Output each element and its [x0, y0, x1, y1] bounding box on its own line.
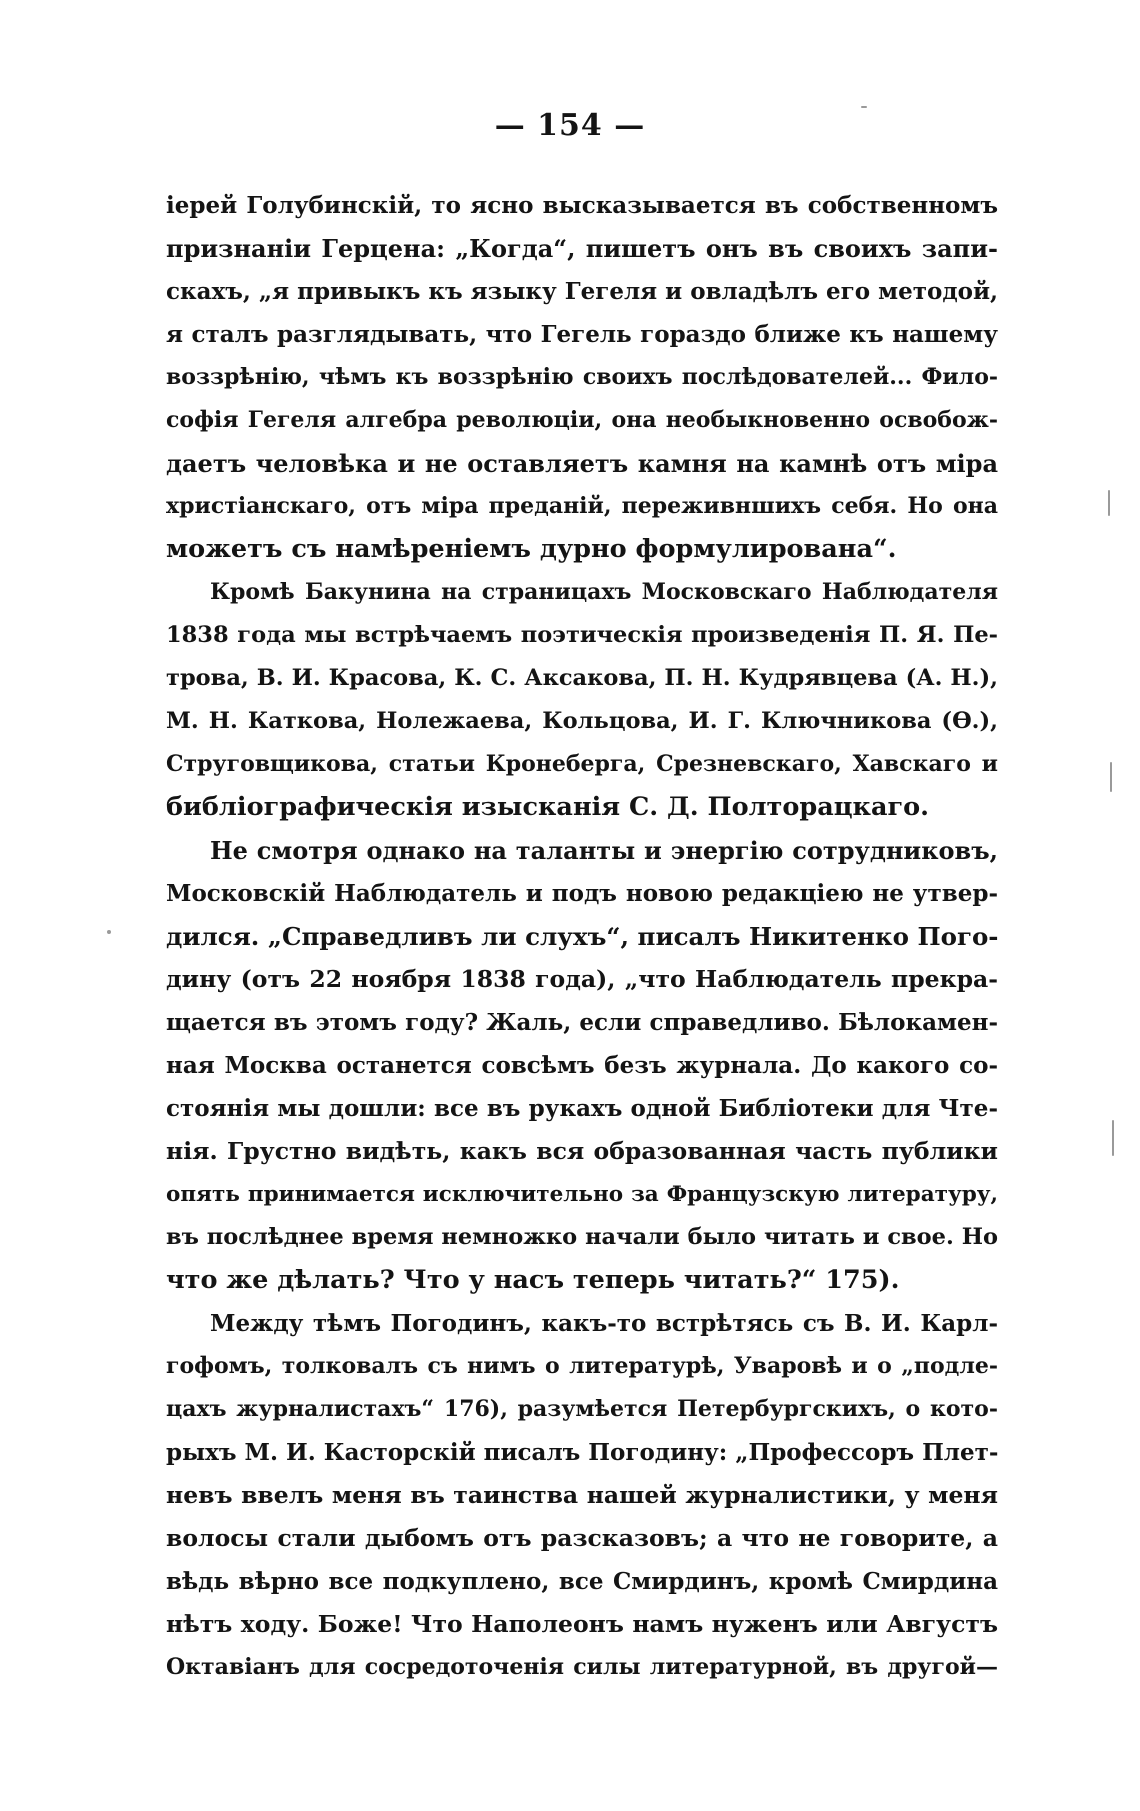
text-line: ная Москва останется совсѣмъ безъ журнала. До какого со- [166, 1052, 998, 1079]
text-line: въ послѣднее время немножко начали было читать и свое. Но [166, 1224, 998, 1250]
text-line: опять принимается исключительно за Французскую литературу, [166, 1182, 998, 1207]
text-line: можетъ съ намѣреніемъ дурно формулирована“. [166, 534, 897, 564]
text-line: Октавіанъ для сосредоточенія силы литературной, въ другой— [166, 1654, 998, 1680]
text-line: М. Н. Каткова, Нолежаева, Кольцова, И. Г. Ключникова (Ѳ.), [166, 708, 998, 734]
text-line: нія. Грустно видѣть, какъ вся образованная часть публики [166, 1137, 998, 1165]
text-line: стоянія мы дошли: все въ рукахъ одной Библіотеки для Чте- [166, 1095, 998, 1122]
text-line: признаніи Герцена: „Когда“, пишетъ онъ въ своихъ запи- [166, 234, 998, 263]
text-line: я сталъ разглядывать, что Гегель гораздо ближе къ нашему [166, 321, 998, 348]
body-text [166, 184, 998, 1689]
text-line: дился. „Справедливъ ли слухъ“, писалъ Никитенко Пого- [166, 922, 998, 951]
text-line: софія Гегеля алгебра революціи, она необыкновенно освобож- [166, 407, 998, 433]
scan-speck [107, 930, 111, 934]
scan-speck [1110, 762, 1112, 792]
text-line: іерей Голубинскій, то ясно высказывается въ собственномъ [166, 192, 998, 219]
text-line: Струговщикова, статьи Кронеберга, Срезневскаго, Хавскаго и [166, 751, 998, 777]
text-line: Между тѣмъ Погодинъ, какъ-то встрѣтясь съ В. И. Карл- [210, 1310, 998, 1337]
text-line: воззрѣнію, чѣмъ къ воззрѣнію своихъ послѣдователей... Фило- [166, 364, 998, 390]
text-line: Кромѣ Бакунина на страницахъ Московскаго Наблюдателя [210, 579, 998, 605]
text-line: Московскій Наблюдатель и подъ новою редакціею не утвер- [166, 880, 998, 907]
page-number: — 154 — [494, 108, 646, 143]
text-line: даетъ человѣка и не оставляетъ камня на камнѣ отъ міра [166, 449, 998, 478]
text-line: что же дѣлать? Что у насъ теперь читать?“ 175). [166, 1265, 900, 1295]
text-line: библіографическія изысканія С. Д. Полторацкаго. [166, 792, 930, 822]
text-line: рыхъ М. И. Касторскій писалъ Погодину: „Профессоръ Плет- [166, 1439, 998, 1466]
scan-speck [1112, 1120, 1114, 1156]
text-line: христіанскаго, отъ міра преданій, переживншихъ себя. Но она [166, 493, 998, 519]
text-line: скахъ, „я привыкъ къ языку Гегеля и овладѣлъ его методой, [166, 278, 998, 305]
text-line: невъ ввелъ меня въ таинства нашей журналистики, у меня [166, 1481, 998, 1509]
text-line: щается въ этомъ году? Жаль, если справедливо. Бѣлокамен- [166, 1009, 998, 1036]
text-line: нѣтъ ходу. Боже! Что Наполеонъ намъ нуженъ или Августъ [166, 1610, 998, 1638]
scan-speck [1108, 490, 1110, 516]
text-line: дину (отъ 22 ноября 1838 года), „что Наблюдатель прекра- [166, 965, 998, 993]
text-line: Не смотря однако на таланты и энергію сотрудниковъ, [210, 836, 998, 865]
scan-speck [861, 106, 867, 108]
text-line: вѣдь вѣрно все подкуплено, все Смирдинъ, кромѣ Смирдина [166, 1568, 998, 1595]
text-line: 1838 года мы встрѣчаемъ поэтическія произведенія П. Я. Пе- [166, 622, 998, 648]
text-line: волосы стали дыбомъ отъ разсказовъ; а что не говорите, а [166, 1524, 998, 1552]
text-line: цахъ журналистахъ“ 176), разумѣется Петербургскихъ, о кото- [166, 1396, 998, 1422]
text-line: гофомъ, толковалъ съ нимъ о литературѣ, Уваровѣ и о „подле- [166, 1353, 998, 1379]
text-line: трова, В. И. Красова, К. С. Аксакова, П. Н. Кудрявцева (А. Н.), [166, 665, 998, 691]
